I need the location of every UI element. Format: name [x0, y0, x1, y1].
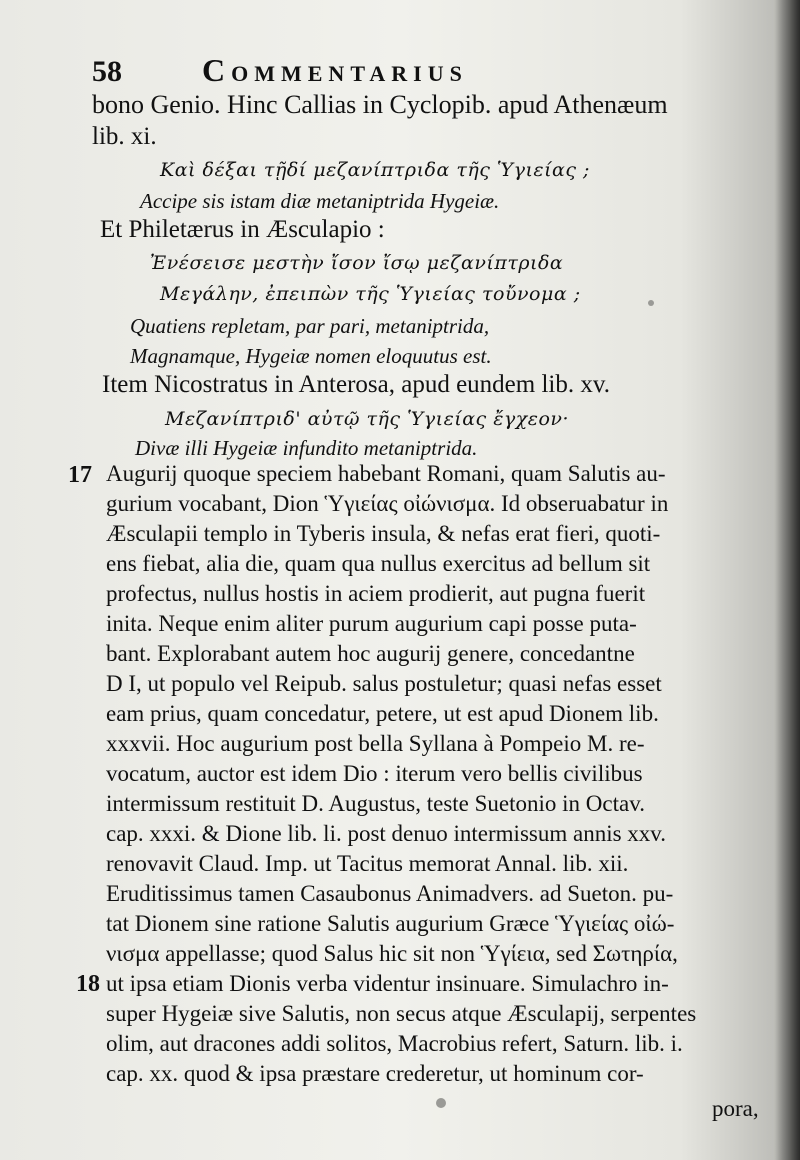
catchword: pora,	[712, 1096, 759, 1121]
page-header	[92, 52, 612, 92]
text-line: cap. xx. quod & ipsa præstare crederetur, ut hominum cor-	[106, 1061, 644, 1086]
latin-verse-line: Quatiens repletam, par pari, metaniptrida,	[130, 314, 490, 338]
running-title: Commentarius	[202, 52, 468, 88]
text-line: renovavit Claud. Imp. ut Tacitus memorat Annal. lib. xii.	[106, 851, 629, 876]
text-line: super Hygeiæ sive Salutis, non secus atque Æsculapij, serpentes	[106, 1001, 697, 1026]
margin-note-number: 17	[68, 462, 92, 488]
text-line: intermissum restituit D. Augustus, teste Suetonio in Octav.	[106, 791, 645, 816]
text-line: profectus, nullus hostis in aciem prodierit, aut pugna fuerit	[106, 581, 646, 606]
text-line: tat Dionem sine ratione Salutis augurium Græce Ὑγιείας οἰώ-	[106, 911, 675, 936]
text-line: ens fiebat, alia die, quam qua nullus exercitus ad bellum sit	[106, 551, 651, 576]
text-line: lib. xi.	[92, 123, 157, 150]
text-line: gurium vocabant, Dion Ὑγιείας οἰώνισμα. Id obseruabatur in	[106, 491, 669, 516]
text-line: Eruditissimus tamen Casaubonus Animadvers. ad Sueton. pu-	[106, 881, 674, 906]
text-line: vocatum, auctor est idem Dio : iterum vero bellis civilibus	[106, 761, 643, 786]
greek-verse-line: Μεζανίπτριδ' αὐτῷ τῆς Ὑγιείας ἔγχεον·	[165, 408, 570, 430]
ink-speck	[436, 1098, 446, 1108]
text-line: ut ipsa etiam Dionis verba videntur insinuare. Simulachro in-	[106, 971, 669, 996]
greek-verse-line: Καὶ δέξαι τῇδί μεζανίπτριδα τῆς Ὑγιείας ;	[160, 159, 590, 181]
page-edge-shadow	[774, 0, 800, 1160]
text-line: νισμα appellasse; quod Salus hic sit non Ὑγίεια, sed Σωτηρία,	[106, 941, 678, 966]
text-line: cap. xxxi. & Dione lib. li. post denuo intermissum annis xxv.	[106, 821, 667, 846]
text-line: inita. Neque enim aliter purum augurium capi posse puta-	[106, 611, 637, 636]
text-line: Augurij quoque speciem habebant Romani, quam Salutis au-	[106, 461, 666, 486]
text-line: bono Genio. Hinc Callias in Cyclopib. apud Athenæum	[92, 90, 668, 119]
page-number: 58	[92, 55, 122, 88]
text-line: xxxvii. Hoc augurium post bella Syllana à Pompeio M. re-	[106, 731, 645, 756]
text-line: bant. Explorabant autem hoc augurij genere, concedantne	[106, 641, 635, 666]
text-line: eam prius, quam concedatur, petere, ut est apud Dionem lib.	[106, 701, 659, 726]
text-line: D I, ut populo vel Reipub. salus postuletur; quasi nefas esset	[106, 671, 662, 696]
text-line: Item Nicostratus in Anterosa, apud eundem lib. xv.	[102, 371, 610, 398]
greek-verse-line: Ἐνέσεισε μεστὴν ἴσον ἴσῳ μεζανίπτριδα	[150, 252, 564, 274]
latin-verse-line: Accipe sis istam diæ metaniptrida Hygeiæ.	[140, 189, 500, 213]
latin-verse-line: Magnamque, Hygeiæ nomen eloquutus est.	[130, 344, 492, 368]
text-line: Et Philetærus in Æsculapio :	[100, 216, 385, 243]
text-line: olim, aut dracones addi solitos, Macrobius refert, Saturn. lib. i.	[106, 1031, 683, 1056]
text-line: Æsculapii templo in Tyberis insula, & nefas erat fieri, quoti-	[106, 521, 661, 546]
margin-note-number: 18	[76, 971, 100, 997]
ink-speck	[648, 300, 654, 306]
greek-verse-line: Μεγάλην, ἐπειπὼν τῆς Ὑγιείας τοὔνομα ;	[160, 283, 581, 305]
latin-verse-line: Divæ illi Hygeiæ infundito metaniptrida.	[135, 436, 478, 460]
